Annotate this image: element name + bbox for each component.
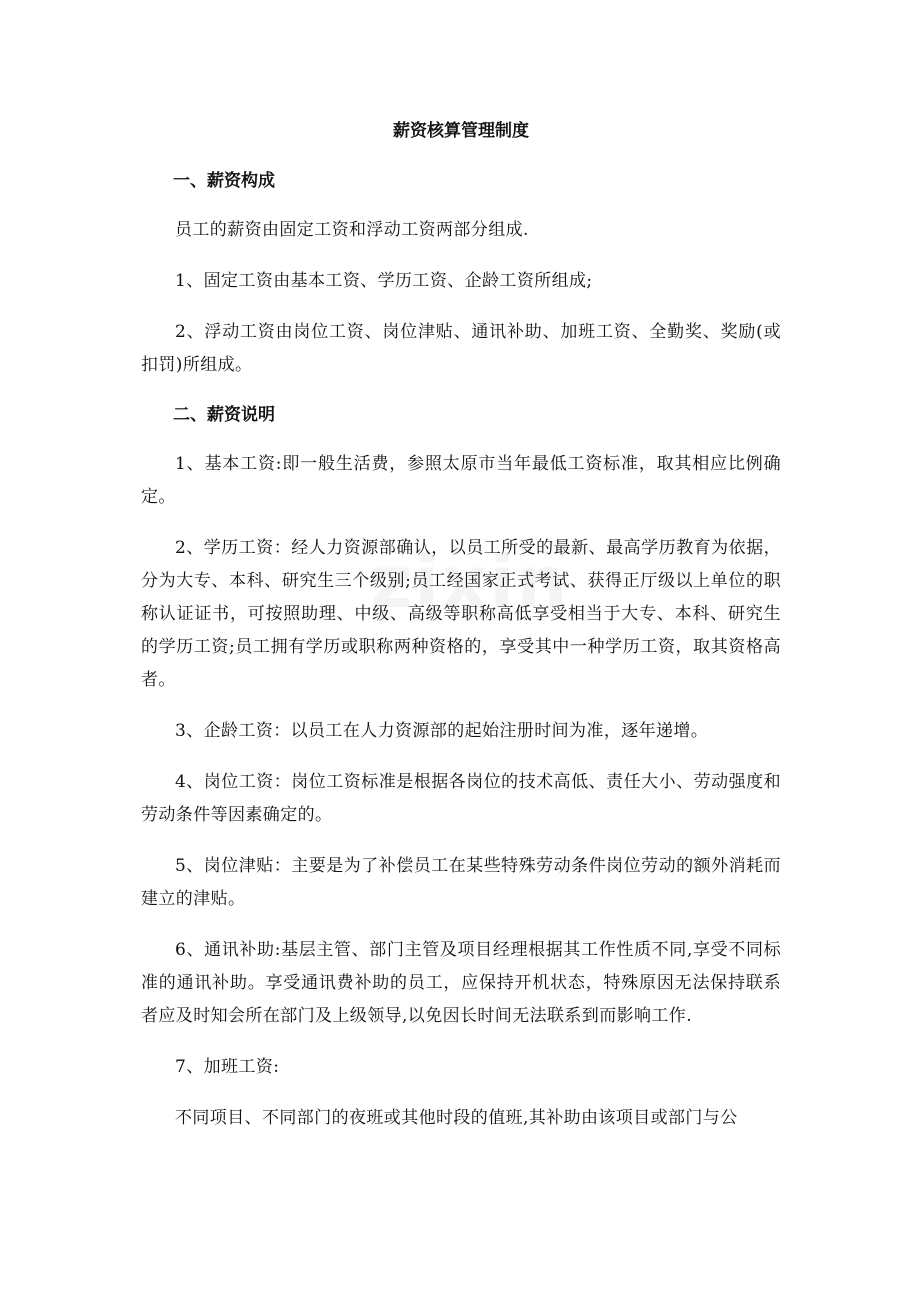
paragraph: 3、企龄工资：以员工在人力资源部的起始注册时间为准，逐年递增。 [175, 721, 709, 741]
section-heading-explanation: 二、薪资说明 [173, 405, 275, 425]
paragraph: 不同项目、不同部门的夜班或其他时段的值班,其补助由该项目或部门与公 [175, 1108, 738, 1128]
paragraph: 6、通讯补助:基层主管、部门主管及项目经理根据其工作性质不同,享受不同标准的通讯补助。享受通讯费补助的员工，应保持开机状态，特殊原因无法保持联系者应及时知会所在部门及上级领导,以免因长时间无法联系到而影响工作. [141, 940, 781, 1026]
paragraph: 员工的薪资由固定工资和浮动工资两部分组成. [175, 220, 529, 240]
paragraph: 4、岗位工资：岗位工资标准是根据各岗位的技术高低、责任大小、劳动强度和劳动条件等因素确定的。 [141, 772, 781, 825]
document-title: 薪资核算管理制度 [393, 121, 529, 141]
paragraph: 7、加班工资: [175, 1057, 280, 1077]
paragraph: 1、固定工资由基本工资、学历工资、企龄工资所组成; [175, 271, 593, 291]
paragraph: 2、学历工资：经人力资源部确认，以员工所受的最新、最高学历教育为依据，分为大专、本科、研究生三个级别;员工经国家正式考试、获得正厅级以上单位的职称认证证书，可按照助理、中级、高级等职称高低享受相当于大专、本科、研究生的学历工资;员工拥有学历或职称两种资格的，享受其中一种学历工资，取其资格高者。 [141, 538, 781, 690]
paragraph: 5、岗位津贴：主要是为了补偿员工在某些特殊劳动条件岗位劳动的额外消耗而建立的津贴。 [141, 856, 781, 909]
paragraph: 2、浮动工资由岗位工资、岗位津贴、通讯补助、加班工资、全勤奖、奖励(或扣罚)所组成。 [141, 322, 781, 375]
section-heading-composition: 一、薪资构成 [173, 171, 275, 191]
document-content [141, 116, 781, 1153]
paragraph: 1、基本工资:即一般生活费，参照太原市当年最低工资标准，取其相应比例确定。 [141, 454, 781, 507]
